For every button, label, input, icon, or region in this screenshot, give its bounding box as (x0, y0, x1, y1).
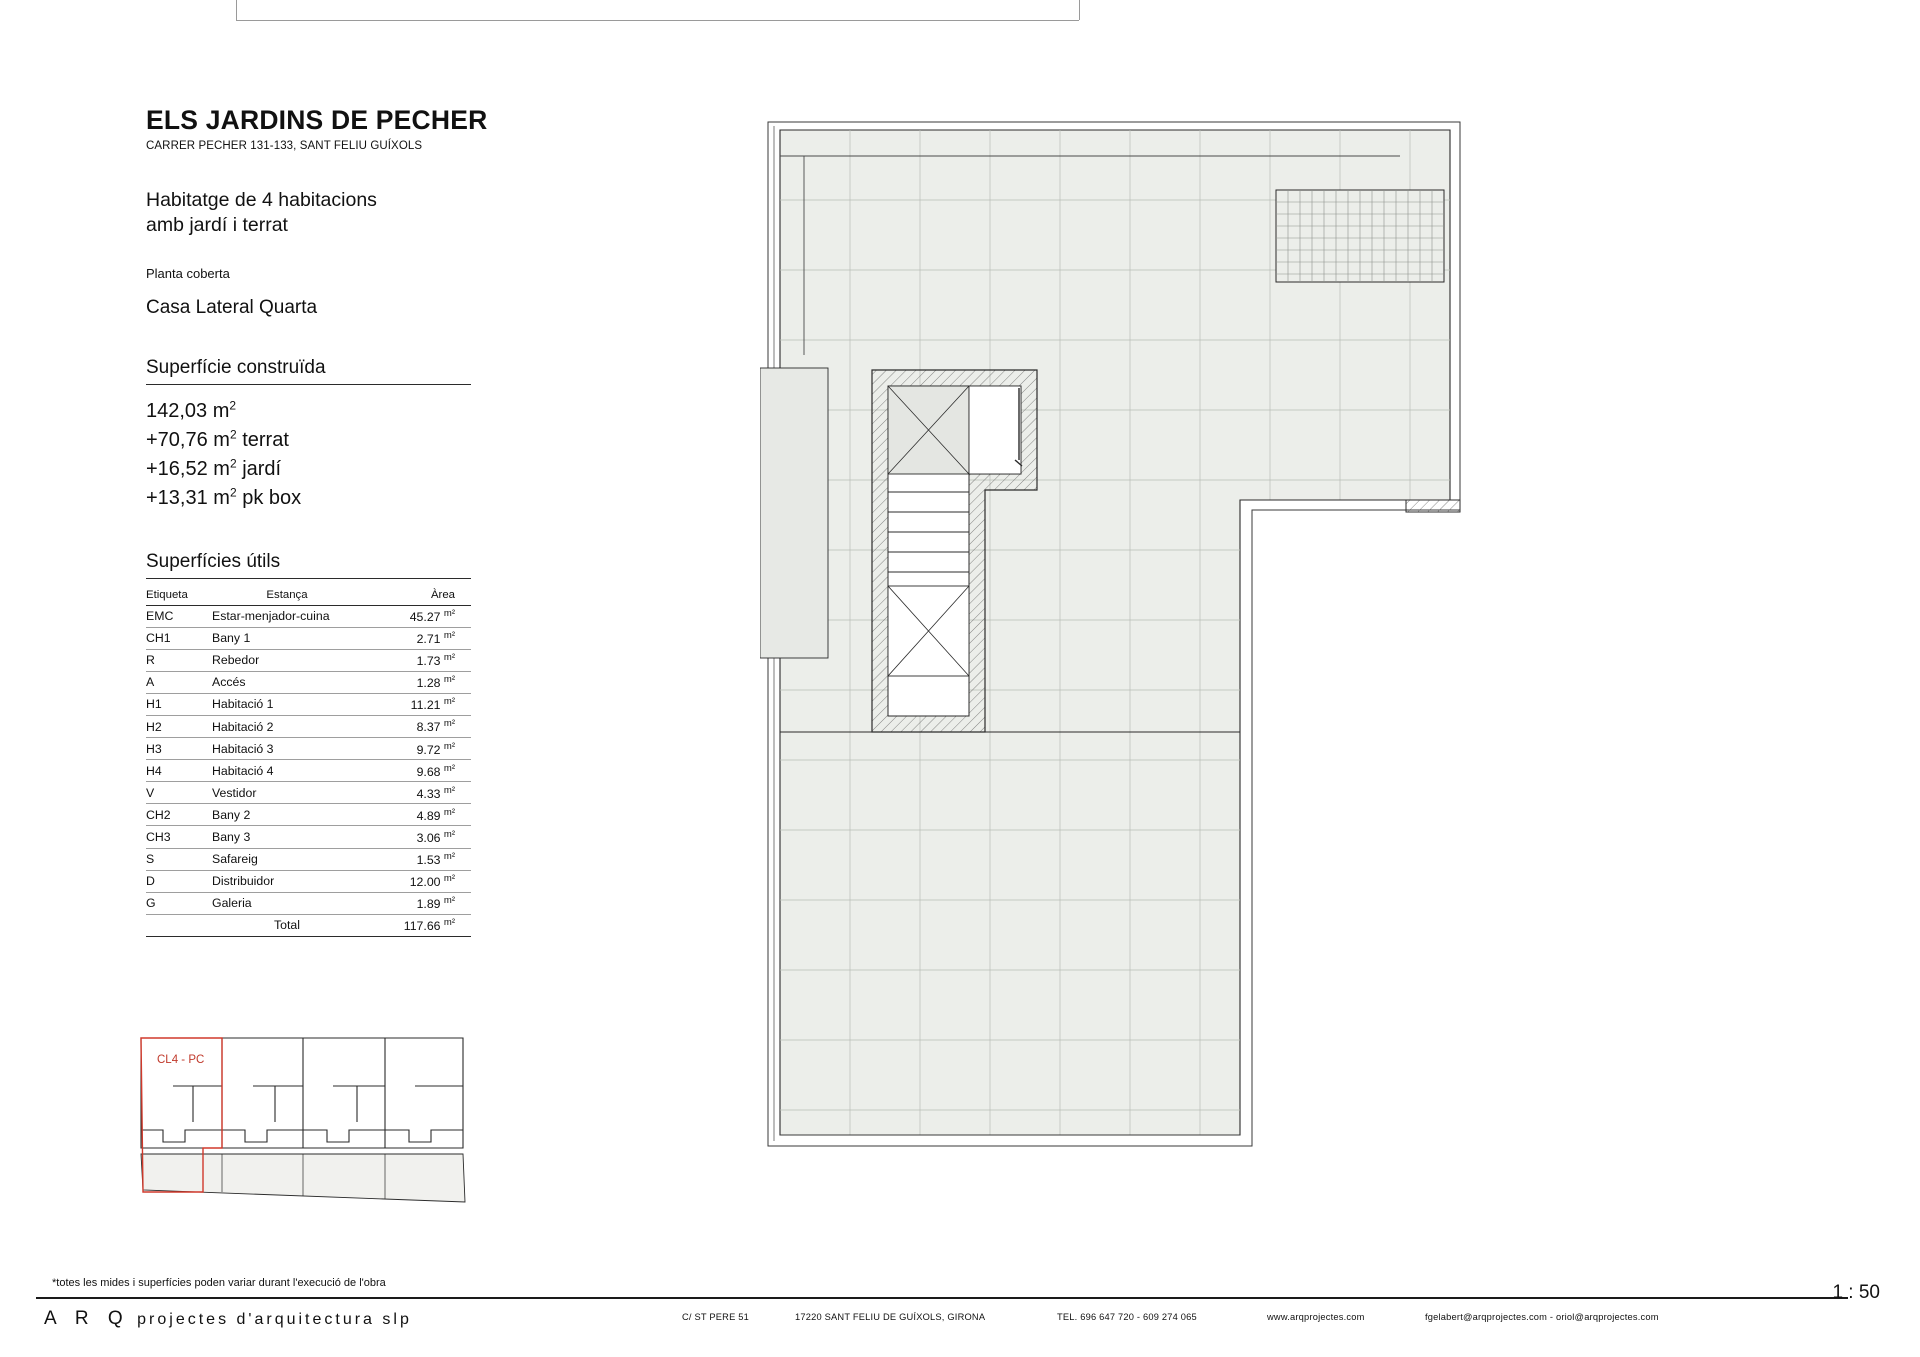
company-logo-letters: A R Q (44, 1308, 130, 1329)
built-area-suffix: terrat (236, 428, 289, 451)
built-area-suffix: jardí (236, 457, 282, 480)
page-title: ELS JARDINS DE PECHER (146, 105, 488, 135)
row-tag: A (146, 671, 212, 693)
key-plan (133, 1030, 473, 1230)
row-room: Habitació 4 (212, 760, 362, 782)
built-area-exponent: 2 (229, 484, 237, 499)
table-row (146, 738, 471, 760)
row-room: Accés (212, 671, 362, 693)
useful-areas-heading: Superfícies útils (146, 551, 471, 579)
footer-divider (36, 1297, 1848, 1299)
table-total-row (146, 914, 471, 936)
row-room: Bany 2 (212, 804, 362, 826)
table-row (146, 782, 471, 804)
disclaimer-note: *totes les mides i superfícies poden variar durant l'execució de l'obra (52, 1277, 386, 1289)
built-area-line (146, 484, 566, 513)
table-row (146, 760, 471, 782)
column-header-room: Estança (212, 587, 362, 606)
table-row (146, 848, 471, 870)
roof-plan-drawing (760, 120, 1620, 1160)
built-area-heading: Superfície construïda (146, 357, 471, 385)
row-tag: D (146, 870, 212, 892)
built-area-value: +16,52 m (146, 457, 230, 480)
row-area: 1.73 $^{m^2}$ (362, 649, 471, 671)
row-area: 9.68 $^{m^2}$ (362, 760, 471, 782)
registration-mark-top (236, 20, 1079, 21)
project-address: CARRER PECHER 131-133, SANT FELIU GUÍXOLS (146, 140, 423, 152)
row-tag: V (146, 782, 212, 804)
row-tag: H1 (146, 693, 212, 715)
row-area: 1.28 $^{m^2}$ (362, 671, 471, 693)
row-area: 3.06 $^{m^2}$ (362, 826, 471, 848)
lightwell (760, 368, 828, 658)
built-area-exponent: 2 (229, 426, 237, 441)
row-room: Distribuidor (212, 870, 362, 892)
column-header-area: Àrea (362, 587, 471, 606)
table-row (146, 804, 471, 826)
unit-label: Casa Lateral Quarta (146, 296, 318, 318)
table-row (146, 649, 471, 671)
total-area: 117.66 $^{m^2}$ (362, 914, 471, 936)
row-area: 11.21 $^{m^2}$ (362, 693, 471, 715)
table-row (146, 870, 471, 892)
table-row (146, 826, 471, 848)
row-room: Estar-menjador-cuina (212, 605, 362, 627)
description-line-2: amb jardí i terrat (146, 213, 288, 236)
registration-mark-right (1079, 0, 1080, 20)
footer-address-street: C/ ST PERE 51 (682, 1312, 750, 1322)
row-area: 45.27 $^{m^2}$ (362, 605, 471, 627)
built-area-exponent: 2 (229, 397, 237, 412)
project-description (146, 188, 566, 238)
built-area-value: +13,31 m (146, 486, 230, 509)
roof-plan-svg (760, 120, 1620, 1160)
built-area-line (146, 426, 566, 455)
row-area: 4.89 $^{m^2}$ (362, 804, 471, 826)
row-tag: H4 (146, 760, 212, 782)
row-tag: CH1 (146, 627, 212, 649)
built-area-list (146, 397, 566, 513)
table-row (146, 693, 471, 715)
registration-mark-left (236, 0, 237, 20)
row-room: Habitació 1 (212, 693, 362, 715)
table-row (146, 671, 471, 693)
row-room: Habitació 2 (212, 715, 362, 737)
row-area: 9.72 $^{m^2}$ (362, 738, 471, 760)
row-tag: CH2 (146, 804, 212, 826)
row-area: 12.00 $^{m^2}$ (362, 870, 471, 892)
title-block (146, 105, 566, 937)
built-area-exponent: 2 (229, 455, 237, 470)
footer-website[interactable]: www.arqprojectes.com (1267, 1312, 1365, 1322)
row-tag: R (146, 649, 212, 671)
parapet-wall-stub (1406, 500, 1460, 512)
row-area: 4.33 $^{m^2}$ (362, 782, 471, 804)
table-row (146, 715, 471, 737)
key-plan-label: CL4 - PC (157, 1054, 205, 1066)
table-header-row (146, 587, 471, 606)
useful-areas-table (146, 587, 471, 937)
row-tag: H3 (146, 738, 212, 760)
row-tag: G (146, 892, 212, 914)
built-area-value: +70,76 m (146, 428, 230, 451)
row-tag: H2 (146, 715, 212, 737)
total-tag (146, 914, 212, 936)
built-area-line (146, 455, 566, 484)
company-logo (44, 1308, 412, 1330)
footer-address-city: 17220 SANT FELIU DE GUÍXOLS, GIRONA (795, 1312, 986, 1322)
table-row (146, 892, 471, 914)
footer-phone: TEL. 696 647 720 - 609 274 065 (1057, 1312, 1197, 1322)
floor-label: Planta coberta (146, 265, 230, 281)
row-room: Safareig (212, 848, 362, 870)
row-room: Habitació 3 (212, 738, 362, 760)
drawing-scale: 1 : 50 (1832, 1282, 1880, 1303)
company-logo-text: projectes d'arquitectura slp (137, 1311, 412, 1328)
row-area: 1.53 $^{m^2}$ (362, 848, 471, 870)
total-label: Total (212, 914, 362, 936)
roof-equipment-panel (1276, 190, 1444, 282)
row-room: Rebedor (212, 649, 362, 671)
row-area: 2.71 $^{m^2}$ (362, 627, 471, 649)
row-room: Vestidor (212, 782, 362, 804)
row-area: 8.37 $^{m^2}$ (362, 715, 471, 737)
footer-emails[interactable]: fgelabert@arqprojectes.com - oriol@arqprojectes.com (1425, 1312, 1659, 1322)
column-header-tag: Etiqueta (146, 587, 212, 606)
table-row (146, 605, 471, 627)
built-area-line (146, 397, 566, 426)
row-tag: S (146, 848, 212, 870)
table-row (146, 627, 471, 649)
row-room: Bany 1 (212, 627, 362, 649)
row-room: Galeria (212, 892, 362, 914)
row-area: 1.89 $^{m^2}$ (362, 892, 471, 914)
built-area-value: 142,03 m (146, 399, 230, 422)
row-tag: EMC (146, 605, 212, 627)
row-room: Bany 3 (212, 826, 362, 848)
description-line-1: Habitatge de 4 habitacions (146, 189, 377, 211)
built-area-suffix: pk box (236, 486, 302, 509)
row-tag: CH3 (146, 826, 212, 848)
